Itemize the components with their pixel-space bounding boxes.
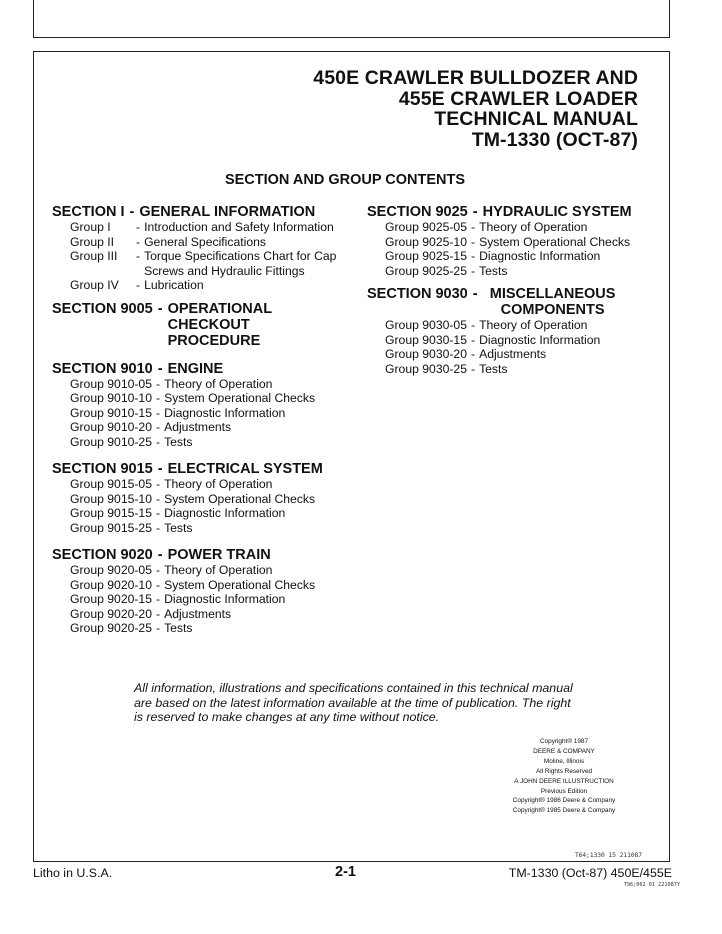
- group-text: Theory of Operation: [164, 477, 273, 491]
- group-text: Torque Specifications Chart for Cap Screws and Hydraulic Fittings: [144, 249, 337, 278]
- group-dash: -: [156, 520, 161, 535]
- manual-title: [313, 68, 638, 150]
- group-text: Diagnostic Information: [479, 249, 601, 263]
- group-row: [52, 406, 352, 421]
- copyright-line: Copyright® 1987: [539, 738, 589, 745]
- group-label: Group III: [70, 249, 118, 263]
- disclaimer-notice: [134, 681, 594, 725]
- group-text: Tests: [479, 263, 508, 278]
- copyright-line: A JOHN DEERE ILLUSTRUCTION: [514, 777, 614, 785]
- group-row: [52, 506, 352, 521]
- section-dash: -: [157, 547, 163, 563]
- group-dash: -: [136, 278, 141, 292]
- section-number: SECTION 9020: [52, 547, 153, 563]
- group-dash: -: [156, 376, 161, 391]
- title-line-2: 455E CRAWLER LOADER: [398, 87, 638, 110]
- section-title: ENGINE: [167, 360, 224, 377]
- section-title: OPERATIONAL CHECKOUT PROCEDURE: [167, 300, 272, 349]
- group-row: [52, 220, 352, 235]
- section-heading: [52, 301, 352, 349]
- group-label: Group 9030-15: [385, 332, 467, 347]
- section-dash: -: [157, 300, 163, 317]
- copyright-line: Previous Edition: [540, 787, 588, 795]
- group-text: System Operational Checks: [164, 491, 316, 506]
- group-row: [52, 278, 352, 293]
- title-line-1: 450E CRAWLER BULLDOZER AND: [313, 67, 638, 89]
- group-text: Lubrication: [144, 278, 204, 292]
- group-text: Adjustments: [479, 347, 547, 361]
- section-title: ELECTRICAL SYSTEM: [167, 461, 323, 477]
- group-label: Group 9020-15: [70, 592, 152, 606]
- group-row: [52, 621, 352, 636]
- group-text: Theory of Operation: [164, 563, 273, 577]
- group-label: Group 9010-25: [70, 434, 152, 449]
- group-label: Group 9025-25: [385, 263, 467, 278]
- section-number: SECTION 9025: [367, 204, 468, 220]
- notice-line-1: All information, illustrations and specifications contained in this technical manual: [134, 681, 573, 695]
- group-label: Group 9025-05: [385, 220, 467, 234]
- group-dash: -: [136, 220, 141, 234]
- group-dash: -: [136, 234, 141, 249]
- group-text: Adjustments: [164, 606, 232, 621]
- group-dash: -: [156, 563, 161, 577]
- group-text: Diagnostic Information: [164, 405, 286, 420]
- section-dash: -: [472, 286, 478, 302]
- footer-litho: Litho in U.S.A.: [33, 866, 113, 880]
- notice-line-3: is reserved to make changes at any time without notice.: [134, 710, 440, 724]
- document-code: T64;1330 15 211087: [574, 852, 642, 859]
- group-row: [52, 492, 352, 507]
- group-dash: -: [471, 220, 476, 234]
- section-number: SECTION I: [52, 204, 125, 220]
- group-label: Group 9025-10: [385, 234, 467, 249]
- group-text: General Specifications: [144, 234, 267, 249]
- group-label: Group 9010-20: [70, 420, 152, 434]
- group-label: Group 9030-25: [385, 361, 467, 376]
- group-text: Introduction and Safety Information: [144, 220, 334, 234]
- copyright-line: Moline, Illinois: [543, 757, 585, 765]
- group-text: Diagnostic Information: [164, 506, 286, 520]
- copyright-line: Copyright® 1985 Deere & Company: [512, 807, 616, 815]
- right-column: [367, 204, 667, 376]
- section-title: MISCELLANEOUS COMPONENTS: [489, 286, 616, 318]
- notice-line-2: are based on the latest information available at the time of publication. The right: [134, 695, 571, 710]
- group-row: [367, 333, 667, 348]
- section-dash: -: [157, 360, 163, 377]
- group-text: Adjustments: [164, 420, 232, 434]
- group-text: System Operational Checks: [479, 234, 631, 249]
- group-dash: -: [156, 621, 161, 635]
- group-label: Group 9010-15: [70, 405, 152, 420]
- group-label: Group 9015-10: [70, 491, 152, 506]
- group-row: [52, 521, 352, 536]
- group-dash: -: [156, 592, 161, 606]
- group-row: [367, 362, 667, 377]
- group-row: [52, 391, 352, 406]
- group-label: Group 9030-05: [385, 318, 467, 332]
- group-label: Group 9010-10: [70, 391, 152, 405]
- group-row: [52, 235, 352, 250]
- section-dash: -: [472, 204, 478, 220]
- group-label: Group 9020-10: [70, 577, 152, 592]
- contents-heading: SECTION AND GROUP CONTENTS: [224, 172, 466, 188]
- group-row: [367, 264, 667, 279]
- group-label: Group 9015-05: [70, 477, 152, 491]
- group-label: Group 9020-25: [70, 621, 152, 635]
- group-text: Tests: [164, 434, 193, 449]
- group-dash: -: [471, 234, 476, 249]
- copyright-line: DEERE & COMPANY: [533, 747, 595, 755]
- group-row: [52, 377, 352, 392]
- section-heading: [52, 361, 352, 377]
- section-heading: [367, 204, 667, 220]
- top-frame: [33, 0, 670, 38]
- group-dash: -: [471, 347, 476, 361]
- group-label: Group 9015-15: [70, 506, 152, 520]
- group-row: [52, 420, 352, 435]
- group-row: [367, 235, 667, 250]
- section-heading: [52, 461, 352, 477]
- group-text: System Operational Checks: [164, 577, 316, 592]
- group-label: Group 9015-25: [70, 520, 152, 535]
- title-line-4: TM-1330 (OCT-87): [471, 128, 638, 151]
- group-row: [52, 435, 352, 450]
- group-dash: -: [156, 477, 161, 491]
- group-label: Group 9020-05: [70, 563, 152, 577]
- group-text: Theory of Operation: [479, 220, 588, 234]
- group-row: [367, 318, 667, 333]
- group-text: System Operational Checks: [164, 391, 316, 405]
- group-row: [52, 477, 352, 492]
- copyright-line: Copyright® 1986 Deere & Company: [512, 797, 616, 805]
- group-row: [367, 249, 667, 264]
- section-title: GENERAL INFORMATION: [139, 204, 316, 220]
- group-row: [52, 578, 352, 593]
- group-label: Group IV: [70, 278, 119, 292]
- left-column: [52, 204, 352, 636]
- group-row: [52, 592, 352, 607]
- group-text: Theory of Operation: [479, 318, 588, 332]
- group-label: Group 9030-20: [385, 347, 467, 361]
- group-row: [367, 347, 667, 362]
- group-label: Group II: [70, 234, 115, 249]
- group-dash: -: [156, 577, 161, 592]
- section-heading: [367, 286, 667, 318]
- group-row: [367, 220, 667, 235]
- group-dash: -: [156, 391, 161, 405]
- group-dash: -: [471, 249, 476, 263]
- group-label: Group 9010-05: [70, 376, 152, 391]
- copyright-line: All Rights Reserved: [535, 767, 593, 775]
- group-dash: -: [471, 332, 476, 347]
- section-dash: -: [157, 461, 163, 477]
- section-heading: [52, 204, 352, 220]
- group-dash: -: [156, 405, 161, 420]
- section-number: SECTION 9015: [52, 461, 153, 477]
- group-dash: -: [156, 606, 161, 621]
- section-title: HYDRAULIC SYSTEM: [482, 204, 632, 220]
- section-heading: [52, 547, 352, 563]
- group-label: Group 9025-15: [385, 249, 467, 263]
- section-number: SECTION 9005: [52, 300, 153, 317]
- group-dash: -: [156, 506, 161, 520]
- group-text: Theory of Operation: [164, 376, 273, 391]
- section-number: SECTION 9030: [367, 286, 468, 302]
- group-text: Tests: [164, 520, 193, 535]
- title-line-3: TECHNICAL MANUAL: [434, 108, 638, 130]
- group-text: Diagnostic Information: [164, 592, 286, 606]
- document-code: T96;062 01 221087Y: [623, 882, 680, 888]
- section-dash: -: [129, 204, 135, 220]
- group-dash: -: [156, 434, 161, 449]
- group-dash: -: [136, 249, 141, 263]
- group-dash: -: [471, 263, 476, 278]
- group-label: Group I: [70, 220, 111, 234]
- group-text: Tests: [479, 361, 508, 376]
- section-title: POWER TRAIN: [167, 547, 271, 563]
- group-dash: -: [156, 420, 161, 434]
- group-row: [52, 607, 352, 622]
- page-number: 2-1: [335, 864, 356, 880]
- group-text: Tests: [164, 621, 193, 635]
- group-row: [52, 249, 352, 278]
- group-dash: -: [471, 361, 476, 376]
- group-label: Group 9020-20: [70, 606, 152, 621]
- group-dash: -: [156, 491, 161, 506]
- group-text: Diagnostic Information: [479, 332, 601, 347]
- footer-manual-id: TM-1330 (Oct-87) 450E/455E: [508, 866, 672, 880]
- group-dash: -: [471, 318, 476, 332]
- group-row: [52, 563, 352, 578]
- section-number: SECTION 9010: [52, 360, 153, 377]
- copyright-block: [484, 737, 644, 816]
